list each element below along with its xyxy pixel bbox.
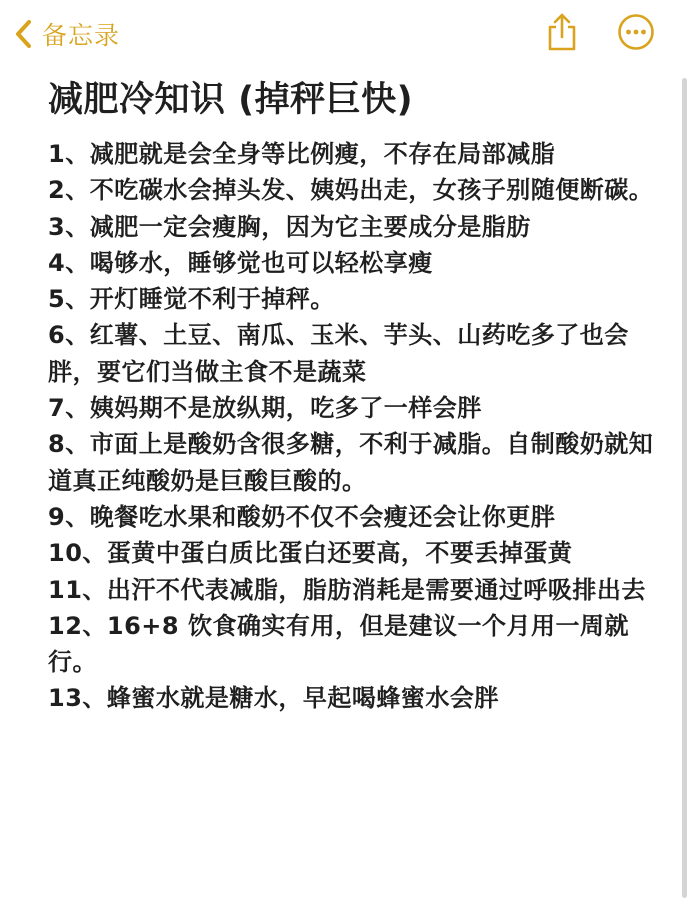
note-item-12: 12、16+8 饮食确实有用，但是建议一个月用一周就行。	[48, 611, 629, 677]
note-item-3: 3、减肥一定会瘦胸，因为它主要成分是脂肪	[48, 212, 531, 241]
scroll-indicator[interactable]	[682, 78, 687, 898]
navigation-bar	[0, 0, 690, 72]
note-item-2: 2、不吃碳水会掉头发、姨妈出走，女孩子别随便断碳。	[48, 176, 654, 205]
note-item-13: 13、蜂蜜水就是糖水，早起喝蜂蜜水会胖	[48, 684, 499, 713]
chevron-left-icon	[14, 19, 32, 49]
back-button[interactable]	[14, 14, 120, 54]
share-icon	[545, 12, 579, 56]
note-item-11: 11、出汗不代表减脂，脂肪消耗是需要通过呼吸排出去	[48, 575, 646, 604]
ellipsis-circle-icon	[617, 13, 655, 55]
note-item-5: 5、开灯睡觉不利于掉秤。	[48, 285, 335, 314]
note-item-1: 1、减肥就是会全身等比例瘦，不存在局部减脂	[48, 140, 556, 168]
note-item-4: 4、喝够水，睡够觉也可以轻松享瘦	[48, 248, 433, 277]
note-item-10: 10、蛋黄中蛋白质比蛋白还要高，不要丢掉蛋黄	[48, 539, 573, 568]
note-item-7: 7、姨妈期不是放纵期，吃多了一样会胖	[48, 394, 482, 423]
note-list	[48, 136, 658, 717]
note-item-9: 9、晚餐吃水果和酸奶不仅不会瘦还会让你更胖	[48, 502, 556, 531]
more-button[interactable]	[614, 12, 658, 56]
note-body[interactable]	[48, 76, 658, 717]
note-item-8: 8、市面上是酸奶含很多糖，不利于减脂。自制酸奶就知道真正纯酸奶是巨酸巨酸的。	[48, 430, 654, 495]
back-label: 备忘录	[42, 21, 121, 50]
share-button[interactable]	[540, 12, 584, 56]
note-item-6: 6、红薯、土豆、南瓜、玉米、芋头、山药吃多了也会胖，要它们当做主食不是蔬菜	[48, 321, 629, 386]
note-title: 减肥冷知识 (掉秤巨快)	[48, 80, 414, 120]
